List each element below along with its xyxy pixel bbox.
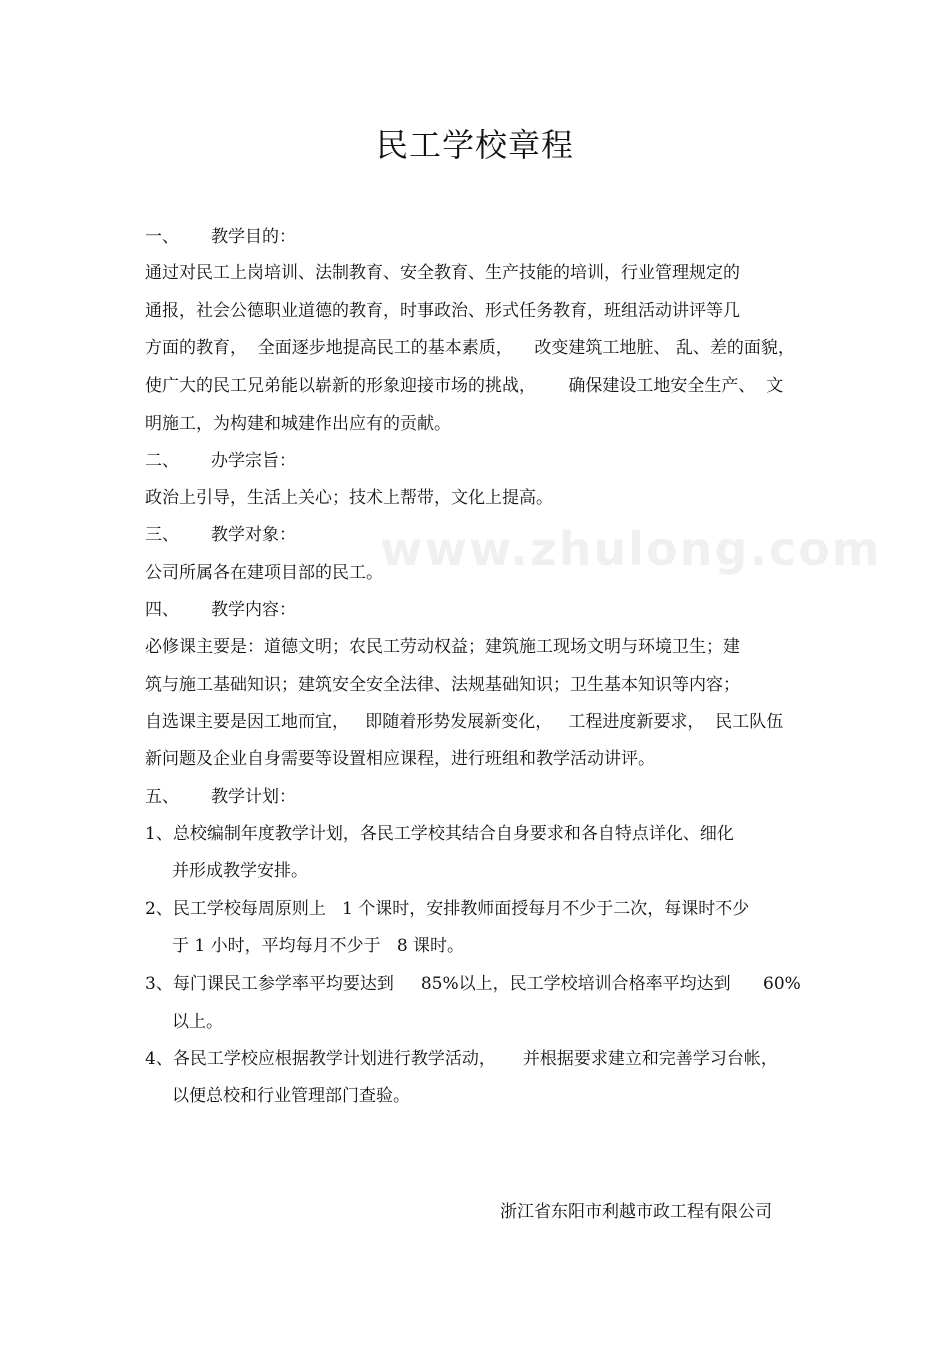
- document-title: 民工学校章程: [375, 126, 574, 164]
- section-1-heading: [145, 226, 296, 248]
- plan-item-2: 2、民工学校每周原则上 1 个课时，安排教师面授每月不少于二次，每课时不少: [145, 899, 750, 919]
- watermark: www.zhulong.com: [380, 522, 882, 576]
- plan-item-1: 1、总校编制年度教学计划，各民工学校其结合自身要求和各自特点详化、细化: [145, 824, 734, 844]
- paragraph-line: 必修课主要是：道德文明；农民工劳动权益；建筑施工现场文明与环境卫生；建: [145, 637, 740, 657]
- section-title: 教学计划：: [211, 787, 296, 807]
- paragraph-line: 方面的教育， 全面逐步地提高民工的基本素质， 改变建筑工地脏、 乱、差的面貌，: [145, 338, 795, 358]
- paragraph-line: 筑与施工基础知识；建筑安全安全法律、法规基础知识；卫生基本知识等内容；: [145, 675, 740, 695]
- section-4-heading: [145, 599, 296, 621]
- paragraph-line: 自选课主要是因工地而宜， 即随着形势发展新变化， 工程进度新要求， 民工队伍: [145, 712, 784, 732]
- section-title: 办学宗旨：: [211, 451, 296, 471]
- section-3-heading: [145, 524, 296, 546]
- paragraph-line: 通过对民工上岗培训、法制教育、安全教育、生产技能的培训，行业管理规定的: [145, 263, 740, 283]
- plan-item-4: 4、各民工学校应根据教学计划进行教学活动， 并根据要求建立和完善学习台帐，: [145, 1049, 778, 1069]
- paragraph-line: 政治上引导，生活上关心；技术上帮带，文化上提高。: [145, 488, 553, 508]
- section-title: 教学目的：: [211, 227, 296, 247]
- section-2-heading: [145, 450, 296, 472]
- paragraph-line: 新问题及企业自身需要等设置相应课程，进行班组和教学活动讲评。: [145, 749, 655, 769]
- section-number: 五、: [145, 787, 179, 807]
- paragraph-line: 明施工，为构建和城建作出应有的贡献。: [145, 414, 451, 434]
- section-title: 教学对象：: [211, 525, 296, 545]
- plan-item-4-cont: 以便总校和行业管理部门查验。: [172, 1086, 410, 1106]
- paragraph-line: 通报，社会公德职业道德的教育，时事政治、形式任务教育，班组活动讲评等几: [145, 301, 740, 321]
- plan-item-2-cont: 于 1 小时，平均每月不少于 8 课时。: [172, 936, 465, 956]
- plan-item-3-cont: 以上。: [172, 1012, 223, 1032]
- section-number: 一、: [145, 227, 179, 247]
- section-title: 教学内容：: [211, 600, 296, 620]
- paragraph-line: 公司所属各在建项目部的民工。: [145, 563, 383, 583]
- section-number: 二、: [145, 451, 179, 471]
- company-signature: 浙江省东阳市利越市政工程有限公司: [500, 1202, 772, 1222]
- section-number: 四、: [145, 600, 179, 620]
- plan-item-1-cont: 并形成教学安排。: [172, 861, 308, 881]
- section-5-heading: [145, 786, 296, 808]
- paragraph-line: 使广大的民工兄弟能以崭新的形象迎接市场的挑战， 确保建设工地安全生产、 文: [145, 376, 784, 396]
- section-number: 三、: [145, 525, 179, 545]
- plan-item-3: 3、每门课民工参学率平均要达到 85%以上，民工学校培训合格率平均达到 60%: [145, 974, 801, 994]
